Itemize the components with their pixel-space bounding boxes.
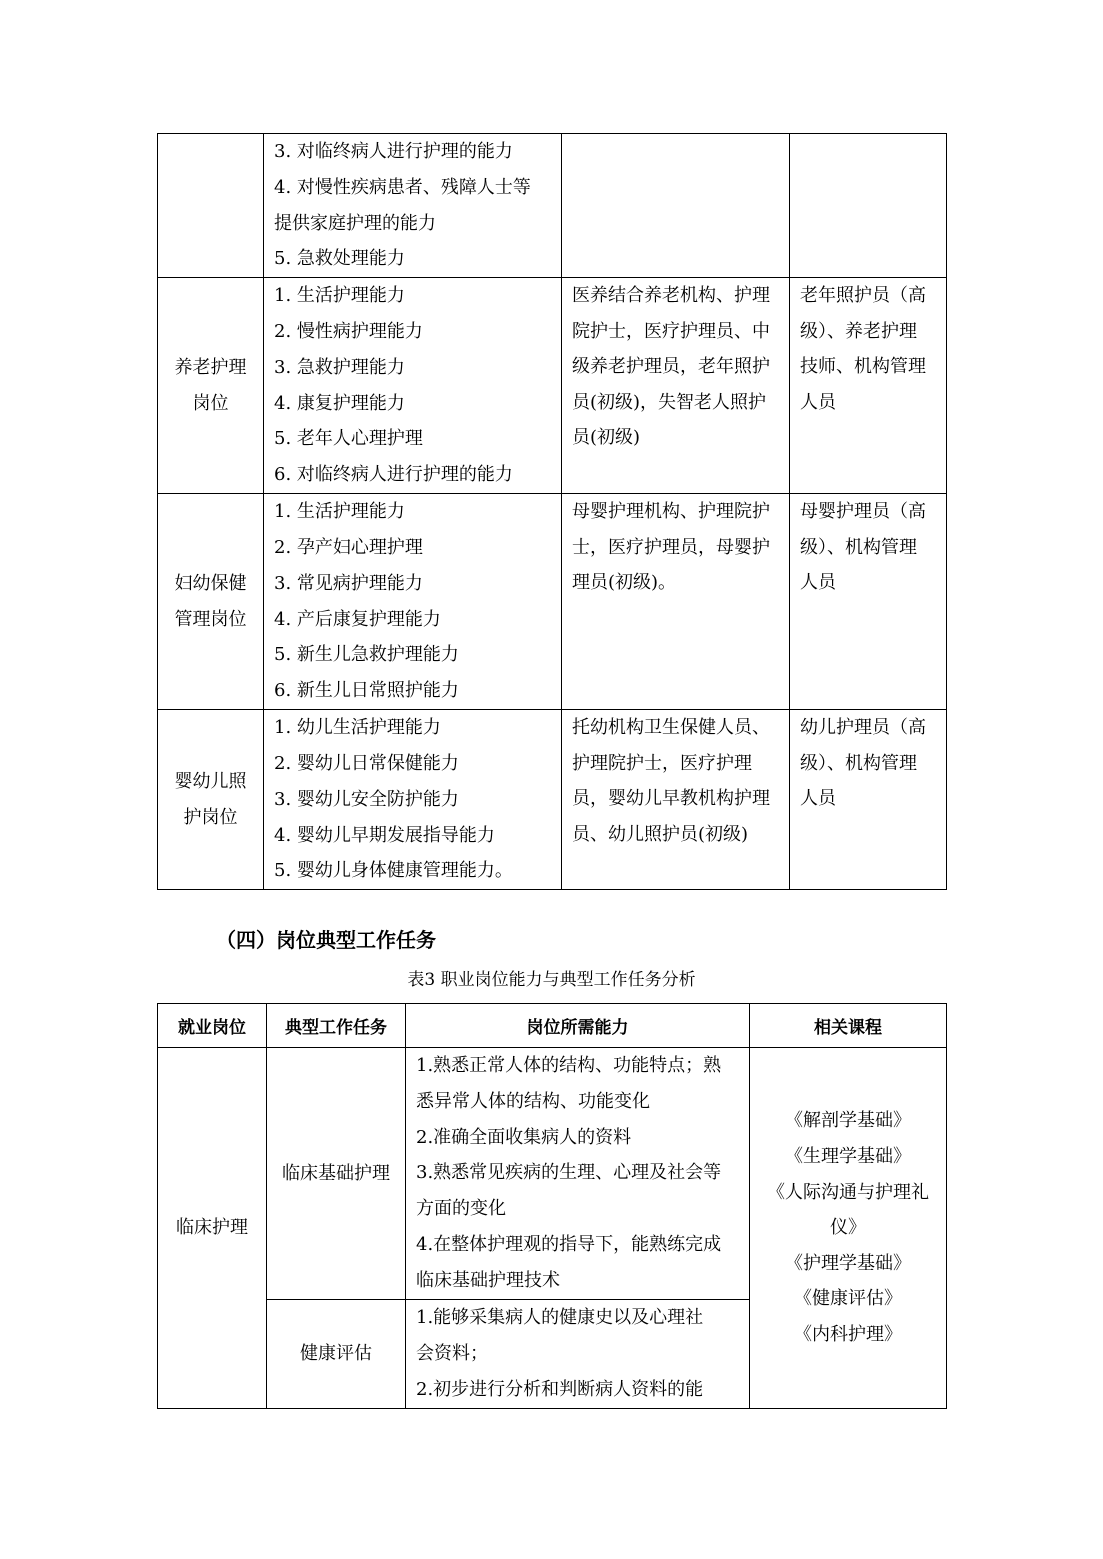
ability-line: 2. 慢性病护理能力 bbox=[274, 320, 423, 342]
target-line: 托幼机构卫生保健人员、 bbox=[572, 717, 770, 739]
table-row bbox=[158, 134, 947, 278]
development-line: 人员 bbox=[800, 572, 836, 594]
table-caption: 表3 职业岗位能力与典型工作任务分析 bbox=[407, 970, 696, 990]
ability-line: 3. 常见病护理能力 bbox=[274, 572, 423, 594]
course-line: 《人际沟通与护理礼 bbox=[767, 1181, 929, 1203]
ability-line: 悉异常人体的结构、功能变化 bbox=[416, 1090, 650, 1112]
ability-line: 1. 生活护理能力 bbox=[274, 285, 405, 307]
development-cell bbox=[790, 278, 947, 494]
ability-line: 5. 婴幼儿身体健康管理能力。 bbox=[274, 860, 513, 882]
ability-line: 2.初步进行分析和判断病人资料的能 bbox=[416, 1378, 704, 1400]
position-line: 养老护理 bbox=[174, 356, 247, 378]
ability-line: 5. 老年人心理护理 bbox=[274, 428, 423, 450]
ability-line: 3. 婴幼儿安全防护能力 bbox=[274, 788, 459, 810]
position-line: 管理岗位 bbox=[174, 608, 247, 630]
ability-line: 提供家庭护理的能力 bbox=[274, 212, 436, 234]
target-line: 母婴护理机构、护理院护 bbox=[572, 501, 770, 523]
ability-line: 5. 急救处理能力 bbox=[274, 248, 405, 270]
ability-line: 1.能够采集病人的健康史以及心理社 bbox=[416, 1307, 704, 1328]
position-cell bbox=[158, 494, 264, 710]
course-line: 仪》 bbox=[830, 1217, 866, 1239]
header-ability: 岗位所需能力 bbox=[406, 1004, 750, 1048]
table-row bbox=[158, 1048, 947, 1300]
ability-line: 1. 幼儿生活护理能力 bbox=[274, 717, 441, 739]
course-line: 《健康评估》 bbox=[794, 1288, 902, 1310]
development-line: 技师、机构管理 bbox=[800, 356, 926, 378]
ability-line: 1.熟悉正常人体的结构、功能特点；熟 bbox=[416, 1055, 722, 1076]
target-line: 理员(初级)。 bbox=[572, 572, 677, 594]
development-line: 级）、机构管理 bbox=[800, 536, 917, 558]
target-line: 员、幼儿照护员(初级) bbox=[572, 823, 749, 845]
position-line: 妇幼保健 bbox=[174, 572, 247, 594]
ability-line: 3. 对临终病人进行护理的能力 bbox=[274, 141, 513, 162]
ability-line: 3. 急救护理能力 bbox=[274, 356, 405, 378]
development-line: 母婴护理员（高 bbox=[800, 501, 926, 523]
development-line: 人员 bbox=[800, 788, 836, 810]
target-line: 员(初级)，失智老人照护 bbox=[572, 391, 767, 413]
section-heading: （四）岗位典型工作任务 bbox=[216, 928, 436, 952]
development-cell bbox=[790, 134, 947, 278]
target-line: 员，婴幼儿早教机构护理 bbox=[572, 788, 770, 810]
target-line: 士，医疗护理员，母婴护 bbox=[572, 536, 770, 558]
ability-cell bbox=[264, 710, 562, 890]
table-row bbox=[158, 710, 947, 890]
position-line: 护岗位 bbox=[183, 806, 238, 828]
ability-line: 5. 新生儿急救护理能力 bbox=[274, 644, 459, 666]
course-line: 《护理学基础》 bbox=[785, 1252, 911, 1274]
ability-line: 方面的变化 bbox=[416, 1198, 506, 1220]
ability-line: 2. 孕产妇心理护理 bbox=[274, 536, 423, 558]
position-line: 岗位 bbox=[192, 392, 229, 414]
task-cell: 健康评估 bbox=[267, 1300, 406, 1409]
target-line: 院护士，医疗护理员、中 bbox=[572, 320, 770, 342]
target-cell bbox=[562, 710, 790, 890]
task-cell: 临床基础护理 bbox=[267, 1048, 406, 1300]
target-cell bbox=[562, 134, 790, 278]
position-line: 婴幼儿照 bbox=[174, 770, 247, 792]
ability-cell bbox=[406, 1048, 750, 1300]
ability-line: 4. 对慢性疾病患者、残障人士等 bbox=[274, 176, 531, 198]
ability-line: 4. 产后康复护理能力 bbox=[274, 608, 441, 630]
ability-cell bbox=[406, 1300, 750, 1409]
ability-line: 3.熟悉常见疾病的生理、心理及社会等 bbox=[416, 1162, 722, 1184]
ability-line: 6. 新生儿日常照护能力 bbox=[274, 680, 459, 702]
ability-line: 4. 康复护理能力 bbox=[274, 392, 405, 414]
development-cell bbox=[790, 494, 947, 710]
ability-line: 6. 对临终病人进行护理的能力 bbox=[274, 464, 513, 486]
ability-line: 2. 婴幼儿日常保健能力 bbox=[274, 752, 459, 774]
development-line: 人员 bbox=[800, 391, 836, 413]
target-line: 级养老护理员，老年照护 bbox=[572, 356, 770, 378]
table-header-row bbox=[158, 1004, 947, 1048]
target-line: 员(初级) bbox=[572, 427, 641, 449]
course-cell bbox=[750, 1048, 947, 1409]
position-cell bbox=[158, 278, 264, 494]
development-line: 级）、养老护理 bbox=[800, 320, 917, 342]
ability-cell bbox=[264, 278, 562, 494]
target-cell bbox=[562, 494, 790, 710]
target-line: 护理院护士，医疗护理 bbox=[572, 752, 752, 774]
header-position: 就业岗位 bbox=[158, 1004, 267, 1048]
header-course: 相关课程 bbox=[750, 1004, 947, 1048]
position-ability-table-continued bbox=[157, 133, 947, 890]
development-line: 级）、机构管理 bbox=[800, 752, 917, 774]
ability-line: 临床基础护理技术 bbox=[416, 1269, 560, 1291]
development-line: 幼儿护理员（高 bbox=[800, 717, 926, 739]
position-cell: 临床护理 bbox=[158, 1048, 267, 1409]
ability-line: 1. 生活护理能力 bbox=[274, 501, 405, 523]
course-line: 《内科护理》 bbox=[794, 1323, 902, 1345]
development-line: 老年照护员（高 bbox=[800, 285, 926, 307]
development-cell bbox=[790, 710, 947, 890]
typical-task-table bbox=[157, 1003, 947, 1409]
table-row bbox=[158, 278, 947, 494]
ability-cell bbox=[264, 134, 562, 278]
course-line: 《解剖学基础》 bbox=[785, 1110, 911, 1132]
ability-cell bbox=[264, 494, 562, 710]
ability-line: 4.在整体护理观的指导下，能熟练完成 bbox=[416, 1233, 722, 1255]
position-cell bbox=[158, 710, 264, 890]
ability-line: 会资料； bbox=[416, 1342, 488, 1364]
ability-line: 4. 婴幼儿早期发展指导能力 bbox=[274, 824, 495, 846]
header-task: 典型工作任务 bbox=[267, 1004, 406, 1048]
position-cell bbox=[158, 134, 264, 278]
ability-line: 2.准确全面收集病人的资料 bbox=[416, 1126, 632, 1148]
course-line: 《生理学基础》 bbox=[785, 1146, 911, 1168]
target-line: 医养结合养老机构、护理 bbox=[572, 285, 770, 307]
table-row bbox=[158, 494, 947, 710]
target-cell bbox=[562, 278, 790, 494]
